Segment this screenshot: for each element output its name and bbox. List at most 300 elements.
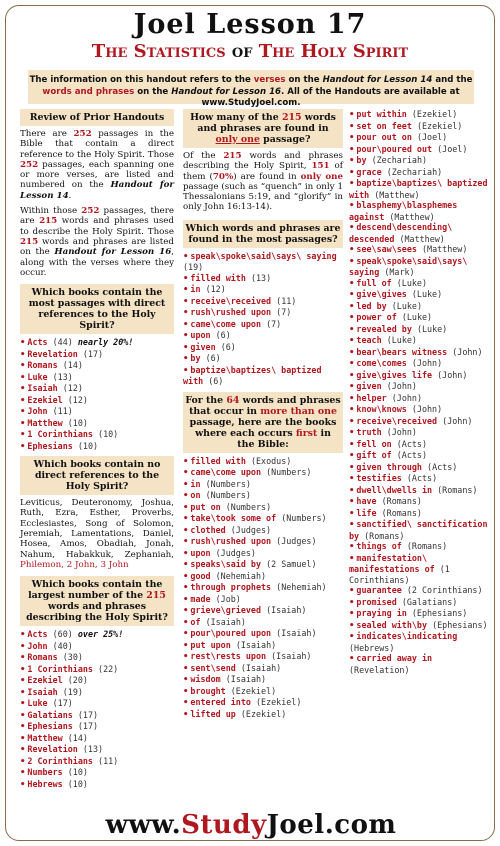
item-value: (17) [82, 348, 104, 359]
item-name: Hebrews [27, 778, 63, 789]
list-item [349, 541, 494, 553]
list-item [183, 559, 343, 571]
list-item [20, 383, 174, 395]
list-item [183, 456, 343, 468]
bullet-icon: • [183, 686, 189, 697]
bullet-icon: • [20, 664, 26, 675]
list-item [20, 337, 174, 349]
item-name: on [190, 490, 201, 501]
bullet-icon: • [20, 779, 26, 790]
list-item [349, 439, 494, 451]
item-name: know\knows [356, 404, 407, 414]
bullet-icon: • [183, 365, 189, 376]
list-item [183, 686, 343, 698]
list-item [349, 473, 494, 485]
bullet-icon: • [183, 663, 189, 674]
item-value: (13) [82, 744, 104, 755]
bullet-icon: • [349, 290, 355, 300]
item-name: brought [190, 685, 226, 696]
largest-words-heading [20, 576, 174, 626]
item-name: through prophets [190, 582, 272, 593]
item-name: helper [356, 392, 387, 403]
bullet-icon: • [20, 641, 26, 652]
item-name: speak\spoke\said\says\ saying [349, 255, 468, 277]
bullet-icon: • [349, 654, 355, 664]
bullet-icon: • [349, 156, 355, 166]
list-item [20, 733, 174, 745]
list-item [20, 349, 174, 361]
list-item [349, 427, 494, 439]
bullet-icon: • [20, 430, 26, 441]
item-value: (Isaiah) [276, 628, 317, 639]
item-value: (Luke) [396, 277, 428, 288]
list-item [20, 372, 174, 384]
bullet-icon: • [349, 542, 355, 552]
list-item [349, 519, 494, 541]
list-item [183, 365, 343, 387]
list-item [20, 698, 174, 710]
item-name: Acts [27, 337, 48, 348]
most-found-list [183, 251, 343, 387]
item-value: (Romans) [381, 507, 422, 518]
item-name: upon [190, 330, 211, 341]
item-name: pour\poured upon [190, 628, 272, 639]
item-name: guarantee [356, 585, 402, 595]
bullet-icon: • [183, 308, 189, 319]
item-value: (Joel) [437, 143, 468, 154]
bullet-icon: • [349, 121, 355, 132]
text-part: passage (such as “quench” in only 1 Thessalonians 5:19, and “glorify” in only John 16:13-14). [183, 181, 343, 213]
list-item [349, 301, 494, 313]
bullet-icon: • [20, 756, 26, 767]
footer-part: www. [105, 810, 182, 840]
bullet-icon: • [183, 698, 189, 709]
list-item [183, 479, 343, 491]
list-item [349, 155, 494, 167]
item-name: Isaiah [27, 383, 58, 394]
text-part: in the Bible: [237, 427, 331, 450]
item-value: (John) [386, 381, 417, 391]
item-value: (22) [98, 663, 119, 674]
item-note: nearly 20%! [77, 337, 134, 348]
list-item [20, 710, 174, 722]
list-item [20, 652, 174, 664]
item-value: (Acts) [396, 450, 428, 460]
item-name: receive\received [356, 415, 438, 426]
list-item [349, 278, 494, 290]
number: 215 [281, 112, 302, 123]
item-value: (Luke) [401, 312, 433, 322]
item-name: give\gives life [356, 369, 433, 380]
bullet-icon: • [349, 336, 355, 346]
item-value: (30) [62, 652, 83, 663]
item-value: (11) [276, 295, 297, 306]
list-item [183, 307, 343, 319]
item-value: (10) [67, 767, 88, 778]
item-name: rest\rests upon [190, 651, 267, 662]
item-name: Galatians [27, 709, 73, 720]
item-name: baptize\baptizes\ baptized with [183, 364, 322, 387]
first-occurs-list-continued [349, 109, 494, 675]
bullet-icon: • [183, 331, 189, 342]
item-value: (Luke) [386, 335, 417, 345]
item-name: descend\descending\ descended [349, 222, 453, 244]
footer-part: Study [181, 810, 267, 840]
number: 64 [226, 394, 240, 406]
number: 70% [212, 171, 234, 182]
text-part: For the [185, 394, 227, 406]
item-value: (10) [67, 417, 88, 428]
bullet-icon: • [349, 179, 355, 189]
review-paragraph-1 [20, 129, 174, 201]
bullet-icon: • [20, 418, 26, 429]
item-value: (2 Corinthians) [406, 585, 483, 595]
bullet-icon: • [183, 525, 189, 536]
item-value: (Luke) [411, 289, 443, 299]
item-name: full of [356, 277, 392, 288]
item-value: (John) [452, 346, 483, 357]
bullet-icon: • [183, 342, 189, 353]
list-item [183, 296, 343, 308]
bullet-icon: • [349, 632, 355, 642]
item-name: 2 Corinthians [27, 755, 93, 766]
list-item [20, 756, 174, 768]
bullet-icon: • [349, 301, 355, 312]
text-part: Philemon, 2 John, 3 John [20, 559, 129, 570]
number: 151 [311, 161, 330, 172]
bullet-icon: • [183, 273, 189, 284]
list-item [349, 132, 494, 144]
item-value: (17) [52, 698, 73, 709]
list-item [20, 675, 174, 687]
footer-part: Joel [266, 810, 325, 840]
item-name: baptize\baptizes\ baptized with [349, 178, 488, 200]
item-value: (Judges) [230, 524, 272, 535]
item-name: put within [356, 109, 407, 119]
item-name: sanctified\ sanctification by [349, 519, 488, 541]
item-name: 1 Corinthians [27, 663, 93, 674]
one-passage-text [183, 151, 343, 213]
list-item [349, 109, 494, 121]
item-value: (Matthew) [389, 211, 435, 222]
list-item [349, 244, 494, 256]
list-item [20, 664, 174, 676]
list-item [183, 663, 343, 675]
bullet-icon: • [183, 537, 189, 548]
item-name: Ephesians [27, 721, 73, 732]
list-item [349, 144, 494, 156]
item-name: of [190, 616, 201, 627]
item-value: (12) [62, 383, 83, 394]
list-item [20, 779, 174, 791]
item-name: speak\spoke\said\says\ saying [190, 250, 337, 261]
intro-text: verses [253, 75, 286, 85]
item-value: (Ezekiel) [416, 120, 463, 131]
subtitle-part: of [231, 41, 253, 62]
list-item [183, 273, 343, 285]
bullet-icon: • [183, 640, 189, 651]
list-item [20, 629, 174, 641]
item-value: (19) [62, 686, 83, 697]
bullet-icon: • [349, 245, 355, 255]
bullet-icon: • [20, 441, 26, 452]
item-value: (7) [276, 307, 292, 318]
list-item [349, 370, 494, 382]
list-item [183, 490, 343, 502]
list-item [183, 502, 343, 514]
text-part: Within those [20, 206, 82, 217]
item-value: (John) [437, 369, 468, 380]
text-part: How many of the [190, 112, 282, 123]
bullet-icon: • [349, 110, 355, 120]
item-name: grace [356, 166, 382, 177]
handout-ref: Handout for Lesson 14 [20, 180, 174, 201]
list-item [20, 767, 174, 779]
list-item [349, 121, 494, 133]
item-value: (40) [52, 640, 73, 651]
page-subtitle [6, 41, 494, 63]
footer-part: .com [324, 810, 397, 840]
item-name: given through [356, 461, 422, 472]
item-name: things of [356, 541, 402, 551]
item-value: (12) [67, 394, 88, 405]
most-passages-heading: Which books contain the most passages with direct references to the Holy Spirit? [20, 284, 174, 334]
item-name: upon [190, 547, 211, 558]
list-item [20, 360, 174, 372]
item-value: (Ezekiel) [255, 697, 302, 708]
text-part: only one [215, 134, 260, 145]
list-item [183, 330, 343, 342]
bullet-icon: • [183, 285, 189, 296]
item-name: given [190, 341, 216, 352]
first-occurs-heading [183, 392, 343, 453]
item-name: dwell\dwells in [356, 484, 433, 495]
item-name: made [190, 593, 211, 604]
bullet-icon: • [183, 479, 189, 490]
item-value: (12) [205, 284, 226, 295]
intro-text: on the [285, 75, 323, 85]
text-part: , along with the verses where they occur. [20, 247, 175, 278]
text-part: passage, here are the books where each occurs [189, 416, 337, 439]
list-item [183, 709, 343, 721]
list-item [349, 620, 494, 632]
list-item [20, 641, 174, 653]
item-name: grieve\grieved [190, 605, 262, 616]
largest-words-list [20, 629, 174, 790]
bullet-icon: • [20, 710, 26, 721]
bullet-icon: • [349, 359, 355, 369]
list-item [183, 651, 343, 663]
item-name: Ephesians [27, 440, 73, 451]
item-name: clothed [190, 524, 226, 535]
item-name: Romans [27, 652, 58, 663]
item-value: (11) [98, 755, 119, 766]
item-name: praying in [356, 608, 407, 618]
item-value: (Numbers) [205, 478, 251, 489]
list-item [349, 553, 494, 586]
item-name: testifies [356, 473, 402, 483]
list-item [349, 167, 494, 179]
bullet-icon: • [349, 167, 355, 178]
item-value: (10) [98, 429, 119, 440]
item-name: filled with [190, 272, 246, 283]
item-name: set on feet [356, 120, 412, 131]
bullet-icon: • [349, 313, 355, 323]
bullet-icon: • [183, 709, 189, 720]
text-part: of them ( [183, 161, 343, 182]
list-item [183, 571, 343, 583]
item-value: (Ezekiel) [230, 685, 277, 696]
review-paragraph-2 [20, 206, 174, 278]
list-item [20, 418, 174, 430]
item-name: rush\rushed upon [190, 307, 272, 318]
bullet-icon: • [183, 594, 189, 605]
item-value: (10) [67, 778, 88, 789]
bullet-icon: • [349, 586, 355, 596]
item-value: (11) [52, 406, 73, 417]
item-name: Matthew [27, 732, 63, 743]
bullet-icon: • [349, 485, 355, 496]
header [6, 6, 494, 63]
item-value: (44) [52, 337, 73, 348]
list-item [183, 319, 343, 331]
item-value: (60) [52, 629, 73, 640]
page-title: Joel Lesson 17 [133, 9, 367, 40]
list-item [349, 450, 494, 462]
handout-ref: Handout for Lesson 16 [54, 247, 172, 258]
item-name: John [27, 640, 48, 651]
list-item [349, 462, 494, 474]
bullet-icon: • [20, 745, 26, 756]
item-name: came\come upon [190, 467, 262, 478]
intro-text: Handout for Lesson 14 [322, 75, 433, 85]
bullet-icon: • [20, 338, 26, 349]
text-part: words and phrases describing the Holy Spirit? [26, 601, 168, 624]
list-item [349, 608, 494, 620]
item-name: entered into [190, 697, 251, 708]
list-item [349, 358, 494, 370]
bullet-icon: • [183, 456, 189, 467]
intro-text: Handout for Lesson 16 [171, 86, 282, 97]
number: 252 [81, 206, 100, 217]
list-item [183, 353, 343, 365]
item-value: (Isaiah) [225, 674, 267, 685]
bullet-icon: • [349, 382, 355, 392]
bullet-icon: • [20, 395, 26, 406]
list-item [20, 687, 174, 699]
bullet-icon: • [349, 620, 355, 631]
item-name: Matthew [27, 417, 63, 428]
bullet-icon: • [183, 548, 189, 559]
item-name: Luke [27, 698, 48, 709]
bullet-icon: • [183, 319, 189, 330]
list-item [349, 312, 494, 324]
text-part: words and phrases are found in [197, 112, 336, 134]
list-item [183, 605, 343, 617]
item-name: blasphemy\blasphemes against [349, 200, 458, 222]
item-value: (Zechariah) [386, 166, 443, 177]
bullet-icon: • [20, 733, 26, 744]
item-value: (Ephesians) [432, 619, 488, 630]
list-item [349, 200, 494, 222]
list-item [183, 342, 343, 354]
item-value: (6) [220, 341, 236, 352]
item-name: Ezekiel [27, 394, 63, 405]
item-value: (Exodus) [250, 455, 292, 466]
item-value: (1 Corinthians) [349, 564, 450, 585]
handout-page [5, 5, 495, 841]
first-occurs-list [183, 456, 343, 721]
list-item [183, 525, 343, 537]
item-value: (Zechariah) [371, 155, 428, 165]
bullet-icon: • [183, 251, 189, 262]
subtitle-part: The Holy Spirit [252, 41, 409, 62]
list-item [20, 441, 174, 453]
item-name: life [356, 507, 377, 518]
item-value: (Acts) [427, 461, 458, 472]
list-item [349, 256, 494, 278]
item-value: (17) [77, 721, 99, 732]
text-part: words and phrases used to describe the Holy Spirit. Those [20, 216, 174, 237]
bullet-icon: • [183, 675, 189, 686]
bullet-icon: • [349, 144, 355, 155]
item-value: (Isaiah) [271, 651, 312, 662]
bullet-icon: • [349, 609, 355, 619]
item-name: speaks\said by [190, 559, 262, 570]
list-item [183, 467, 343, 479]
list-item [349, 404, 494, 416]
item-name: Numbers [27, 767, 63, 778]
bullet-icon: • [349, 370, 355, 381]
intro-text: on the [134, 86, 172, 97]
item-value: (John) [411, 358, 443, 368]
list-item [349, 653, 494, 675]
item-name: pour out on [356, 132, 412, 142]
list-item [349, 289, 494, 301]
bullet-icon: • [349, 439, 355, 450]
item-note: over 25%! [77, 629, 124, 640]
bullet-icon: • [349, 597, 355, 608]
item-value: (Isaiah) [240, 662, 282, 673]
item-name: Acts [27, 629, 48, 640]
item-value: (Numbers) [266, 467, 312, 478]
item-value: (Romans) [406, 541, 448, 551]
item-value: (13) [250, 272, 272, 283]
bullet-icon: • [20, 361, 26, 372]
bullet-icon: • [20, 687, 26, 698]
bullet-icon: • [183, 491, 189, 502]
item-name: by [356, 155, 367, 165]
most-found-heading: Which words and phrases are found in the most passages? [183, 220, 343, 248]
item-name: 1 Corinthians [27, 429, 93, 440]
review-heading: Review of Prior Handouts [20, 109, 174, 126]
bullet-icon: • [183, 296, 189, 307]
item-name: receive\received [190, 295, 272, 306]
column-2 [183, 109, 343, 720]
bullet-icon: • [349, 405, 355, 415]
footer-url[interactable] [6, 810, 495, 840]
bullet-icon: • [20, 349, 26, 360]
text-part: passages, there are [20, 206, 174, 227]
item-name: John [27, 406, 48, 417]
item-value: (Joel) [416, 132, 448, 142]
item-name: put on [190, 501, 221, 512]
text-part: Of the [183, 151, 224, 161]
bullet-icon: • [349, 256, 355, 267]
list-item [183, 594, 343, 606]
list-item [349, 178, 494, 200]
list-item [183, 548, 343, 560]
